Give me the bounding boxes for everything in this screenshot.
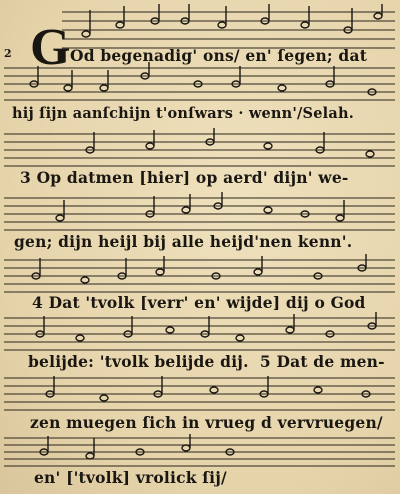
drop-cap-initial: G	[30, 19, 71, 76]
music-staff-8	[0, 434, 400, 470]
music-staff-4	[0, 192, 400, 234]
lyric-line-7: zen muegen ſich in vrueg d vervruegen/	[30, 413, 383, 432]
lyric-line-4: gen; dijn heijl bij alle heijd'nen kenn'.	[14, 232, 353, 251]
lyric-line-8: en' ['tvolk] vrolick ſij/	[34, 468, 227, 487]
music-staff-2	[0, 62, 400, 104]
verse-number-2: 2	[4, 47, 12, 60]
lyric-line-3: 3 Op datmen [hier] op aerd' dijn' we-	[20, 168, 349, 187]
lyric-line-2: hij ſijn aanſchijn t'onſwars · wenn'/Selah.	[12, 105, 354, 122]
music-staff-5	[0, 254, 400, 296]
lyric-line-6	[28, 352, 400, 371]
music-staff-3	[0, 128, 400, 170]
lyric-line-1: Od begenadig' ons/ en' ſegen; dat	[70, 46, 368, 65]
music-staff-7	[0, 372, 400, 414]
music-staff-6	[0, 312, 400, 354]
lyric-line-6a: belijde: 'tvolk belijde dij.	[28, 352, 249, 371]
lyric-line-6b: 5 Dat de men-	[259, 352, 385, 371]
lyric-line-5: 4 Dat 'tvolk [verr' en' wijde] dij o God	[32, 293, 366, 312]
